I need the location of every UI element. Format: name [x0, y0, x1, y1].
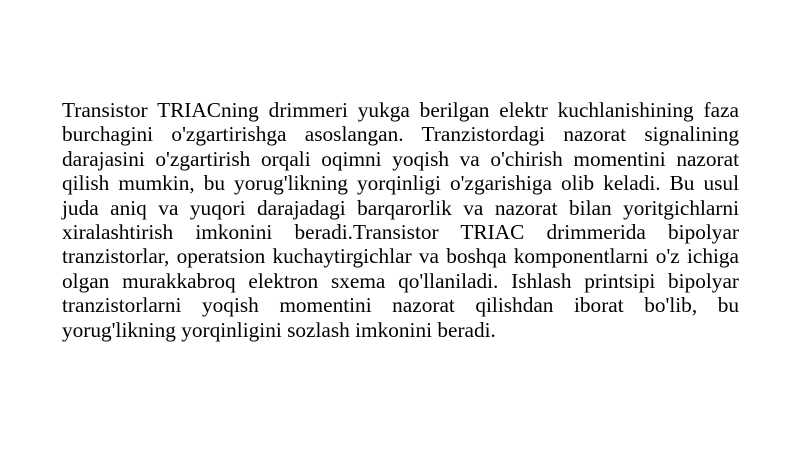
- body-paragraph: Transistor TRIACning drimmeri yukga berilgan elektr kuchlanishining faza burchagini o'zgartirishga asoslangan. Tranzistordagi nazorat signalining darajasini o'zgartirish orqali oqimni yoqish va o'chirish momentini nazorat qilish mumkin, bu yorug'likning yorqinligi o'zgarishiga olib keladi. Bu usul juda aniq va yuqori darajadagi barqarorlik va nazorat bilan yoritgichlarni xiralashtirish imkonini beradi.Transistor TRIAC drimmerida bipolyar tranzistorlar, operatsion kuchaytirgichlar va boshqa komponentlarni o'z ichiga olgan murakkabroq elektron sxema qo'llaniladi. Ishlash printsipi bipolyar tranzistorlarni yoqish momentini nazorat qilishdan iborat bo'lib, bu yorug'likning yorqinligini sozlash imkonini beradi.: [62, 98, 739, 342]
